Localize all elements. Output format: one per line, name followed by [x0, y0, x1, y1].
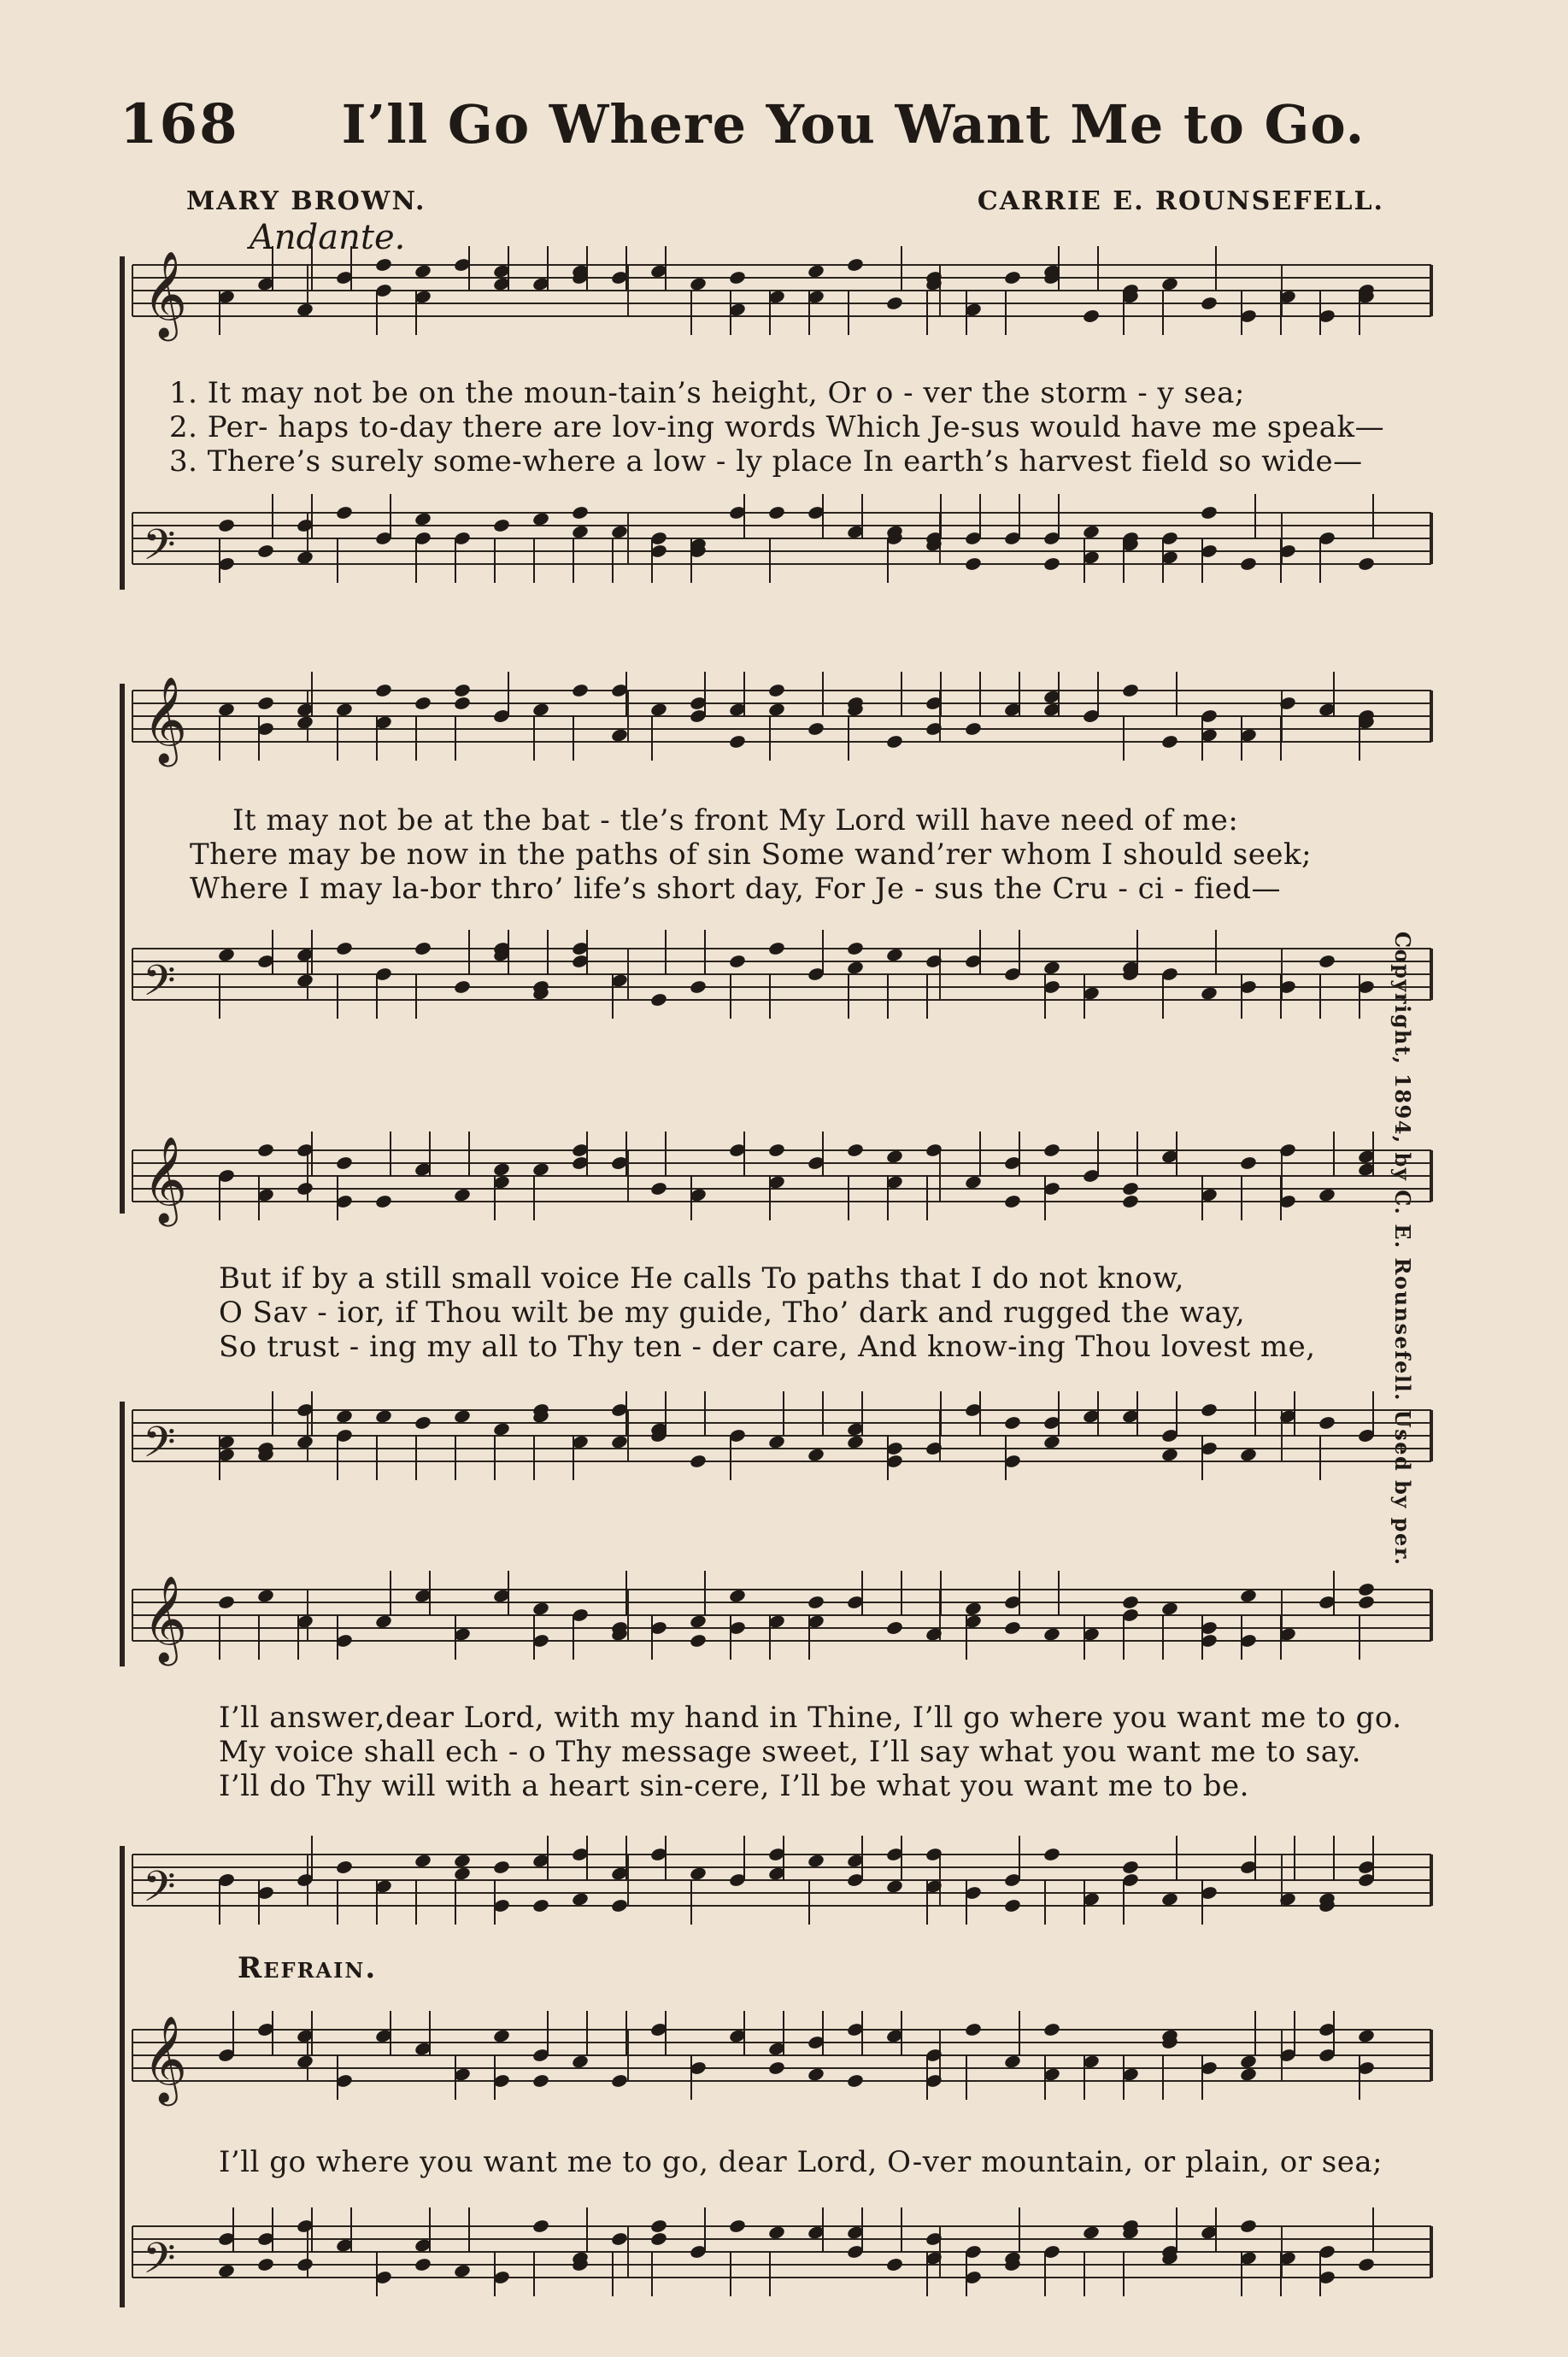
svg-text:𝄞: 𝄞 — [143, 250, 188, 338]
page-number: 168 — [120, 92, 239, 156]
lyric-line: There may be now in the paths of sin Some wand’rer whom I should seek; — [190, 838, 1313, 872]
svg-text:𝄢: 𝄢 — [143, 1862, 176, 1922]
lyric-line: 2. Per- haps to-day there are lov-ing words Which Je-sus would have me speak— — [169, 410, 1385, 444]
lyric-line: My voice shall ech - o Thy message sweet, I’ll say what you want me to say. — [219, 1735, 1362, 1769]
lyric-line: 3. There’s surely some-where a low - ly place In earth’s harvest field so wide— — [169, 444, 1363, 479]
lyric-line: O Sav - ior, if Thou wilt be my guide, Tho’ dark and rugged the way, — [219, 1296, 1246, 1330]
svg-text:𝄢: 𝄢 — [143, 956, 176, 1016]
lyric-line: So trust - ing my all to Thy ten - der care, And know-ing Thou lovest me, — [219, 1330, 1316, 1364]
composer-credit: CARRIE E. ROUNSEFELL. — [977, 186, 1384, 216]
lyric-line: I’ll go where you want me to go, dear Lord, O-ver mountain, or plain, or sea; — [219, 2145, 1383, 2179]
lyric-line: I’ll do Thy will with a heart sin-cere, I’ll be what you want me to be. — [219, 1769, 1249, 1803]
copyright-notice: Copyright, 1894, by C. E. Rounsefell. Used by per. — [1390, 932, 1415, 1566]
lyric-line: Where I may la-bor thro’ life’s short day, For Je - sus the Cru - ci - fied— — [190, 872, 1281, 906]
lyric-line: It may not be at the bat - tle’s front My Lord will have need of me: — [232, 803, 1239, 838]
svg-text:𝄞: 𝄞 — [143, 675, 188, 763]
refrain-label: Refrain. — [238, 1951, 378, 1985]
svg-text:𝄢: 𝄢 — [143, 1418, 176, 1478]
svg-text:𝄢: 𝄢 — [143, 2234, 176, 2294]
hymn-title: I’ll Go Where You Want Me to Go. — [341, 93, 1365, 156]
svg-text:𝄢: 𝄢 — [143, 520, 176, 580]
lyric-line: 1. It may not be on the moun-tain’s height, Or o - ver the storm - y sea; — [169, 376, 1245, 410]
svg-text:𝄞: 𝄞 — [143, 2014, 188, 2102]
lyricist-credit: MARY BROWN. — [186, 186, 426, 216]
svg-text:𝄞: 𝄞 — [143, 1574, 188, 1662]
svg-text:𝄞: 𝄞 — [143, 1135, 188, 1223]
lyric-line: But if by a still small voice He calls To paths that I do not know, — [219, 1261, 1184, 1296]
tempo-marking: Andante. — [250, 218, 406, 257]
lyric-line: I’ll answer,dear Lord, with my hand in Thine, I’ll go where you want me to go. — [219, 1701, 1402, 1735]
